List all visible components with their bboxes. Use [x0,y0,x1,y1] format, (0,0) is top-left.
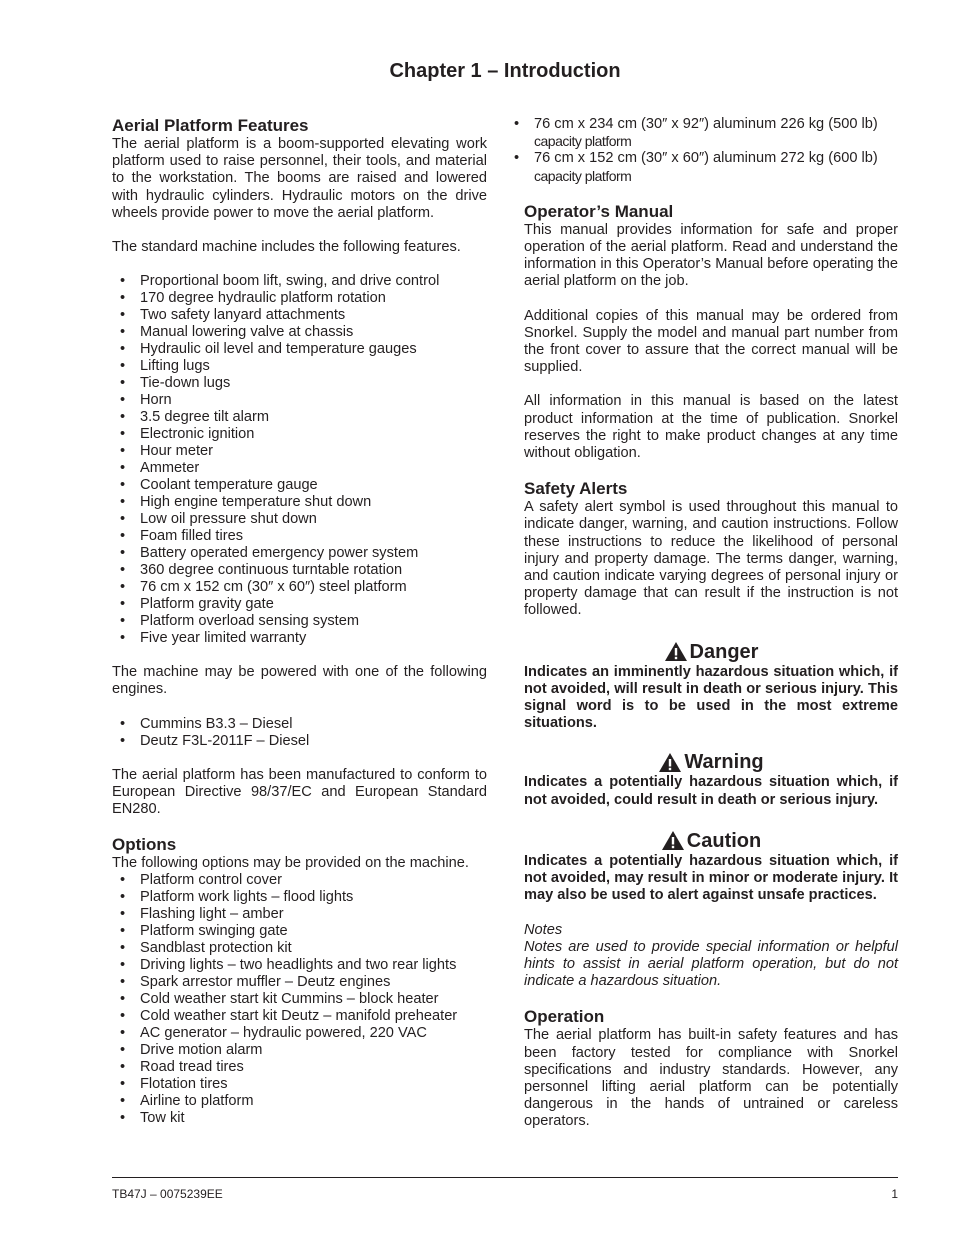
list-item: • Foam filled tires [112,528,487,545]
list-item: • Two safety lanyard attachments [112,307,487,324]
options-heading: Options [112,835,177,855]
list-item: • Tie-down lugs [112,375,487,392]
manual-paragraph: All information in this manual is based on the latest product information at the time of publication. Snorkel reserves the right to make product changes at any time without obligation. [524,393,898,462]
list-item: • Lifting lugs [112,358,487,375]
right-column [524,116,898,1131]
notes-label: Notes [524,921,563,938]
list-item: • Five year limited warranty [112,630,487,647]
list-item: • 170 degree hydraulic platform rotation [112,290,487,307]
footer-doc-id: TB47J – 0075239EE [112,1187,223,1201]
manual-heading: Operator’s Manual [524,201,674,221]
list-item: • Sandblast protection kit [112,940,487,957]
list-item: • Proportional boom lift, swing, and drive control [112,273,487,290]
notes-text: Notes are used to provide special information or helpful hints to assist in aerial platform operation, but do not indicate a hazardous situation. [524,938,898,990]
list-item: • Electronic ignition [112,426,487,443]
operation-heading: Operation [524,1007,605,1027]
list-item: • Spark arrestor muffler – Deutz engines [112,974,487,991]
danger-heading [524,640,898,664]
list-item: • Driving lights – two headlights and two rear lights [112,957,487,974]
conformity-text: The aerial platform has been manufactured to conform to European Directive 98/37/EC and European Standard EN280. [112,766,487,818]
warning-text: Indicates a potentially hazardous situation which, if not avoided, could result in death or serious injury. [524,774,898,808]
list-item: • Cold weather start kit Cummins – block heater [112,991,487,1008]
caution-heading [524,829,898,853]
platform-option-line: capacity platform [534,133,632,150]
operation-paragraph: The aerial platform has built-in safety features and has been factory tested for compliance with Snorkel specifications and industry standards. However, any personnel lifting aerial platform can be potentially dangerous in the hands of untrained or careless operators. [524,1027,898,1130]
list-item: • Airline to platform [112,1093,487,1110]
list-item: • Ammeter [112,460,487,477]
list-item: • Cummins B3.3 – Diesel [112,716,487,733]
caution-text: Indicates a potentially hazardous situation which, if not avoided, may result in minor or moderate injury. It may also be used to alert against unsafe practices. [524,852,898,904]
list-item: • Flotation tires [112,1076,487,1093]
list-item: • Flashing light – amber [112,906,487,923]
chapter-title: Chapter 1 – Introduction [389,60,621,82]
platform-option-line: 76 cm x 234 cm (30″ x 92″) aluminum 226 kg (500 lb) [534,116,878,132]
list-item: • Platform gravity gate [112,596,487,613]
list-item: • Manual lowering valve at chassis [112,324,487,341]
warning-label: Warning [684,751,764,774]
standard-intro: The standard machine includes the following features. [112,239,461,256]
list-item [506,116,898,150]
list-item: • 76 cm x 152 cm (30″ x 60″) steel platform [112,579,487,596]
platform-option-line: capacity platform [534,167,632,184]
list-item: • Hour meter [112,443,487,460]
caution-label: Caution [686,829,762,852]
manual-paragraph: Additional copies of this manual may be ordered from Snorkel. Supply the model and manual part number from the front cover to assure that the correct manual will be supplied. [524,307,898,376]
list-item: • High engine temperature shut down [112,494,487,511]
standard-features-list [112,273,487,647]
list-item [506,150,898,184]
list-item: • Deutz F3L-2011F – Diesel [112,733,487,750]
list-item: • Road tread tires [112,1059,487,1076]
footer-divider [112,1177,898,1178]
features-heading: Aerial Platform Features [112,116,309,135]
danger-label: Danger [689,640,759,663]
list-item: • 360 degree continuous turntable rotation [112,562,487,579]
safety-paragraph: A safety alert symbol is used throughout this manual to indicate danger, warning, and caution instructions. Follow these instructions to reduce the likelihood of personal injury and property damage. The terms danger, warning, and caution indicate varying degrees of personal injury or property damage that can result if the instruction is not followed. [524,499,898,619]
left-column [112,116,487,1127]
list-item: • Hydraulic oil level and temperature gauges [112,341,487,358]
list-item: • Cold weather start kit Deutz – manifold preheater [112,1008,487,1025]
page-number: 1 [891,1187,898,1201]
platform-options-list [506,116,898,185]
list-item: • Platform control cover [112,872,487,889]
options-list [112,872,487,1127]
list-item: • Platform swinging gate [112,923,487,940]
safety-heading: Safety Alerts [524,479,628,499]
list-item: • Horn [112,392,487,409]
warning-heading [524,750,898,774]
list-item: • Platform overload sensing system [112,613,487,630]
list-item: • Platform work lights – flood lights [112,889,487,906]
options-intro: The following options may be provided on the machine. [112,855,469,872]
list-item: • Tow kit [112,1110,487,1127]
warning-triangle-icon [658,752,682,773]
features-intro: The aerial platform is a boom-supported elevating work platform used to raise personnel, their tools, and material to the workstation. The booms are raised and lowered with hydraulic cylinders. Hydraulic motors on the drive wheels provide power to move the aerial platform. [112,136,487,221]
list-item: • Drive motion alarm [112,1042,487,1059]
warning-triangle-icon [661,830,685,851]
platform-option-line: 76 cm x 152 cm (30″ x 60″) aluminum 272 kg (600 lb) [534,150,878,167]
list-item: • Coolant temperature gauge [112,477,487,494]
engines-list [112,716,487,750]
list-item: • 3.5 degree tilt alarm [112,409,487,426]
list-item: • AC generator – hydraulic powered, 220 VAC [112,1025,487,1042]
warning-triangle-icon [664,641,688,662]
list-item: • Battery operated emergency power system [112,545,487,562]
engines-intro: The machine may be powered with one of the following engines. [112,664,487,698]
manual-paragraph: This manual provides information for safe and proper operation of the aerial platform. Read and understand the information in this Operator’s Manual before operating the aerial platform on the job. [524,221,898,290]
list-item: • Low oil pressure shut down [112,511,487,528]
danger-text: Indicates an imminently hazardous situation which, if not avoided, will result in death or serious injury. This signal word is to be used in the most extreme situations. [524,663,898,732]
